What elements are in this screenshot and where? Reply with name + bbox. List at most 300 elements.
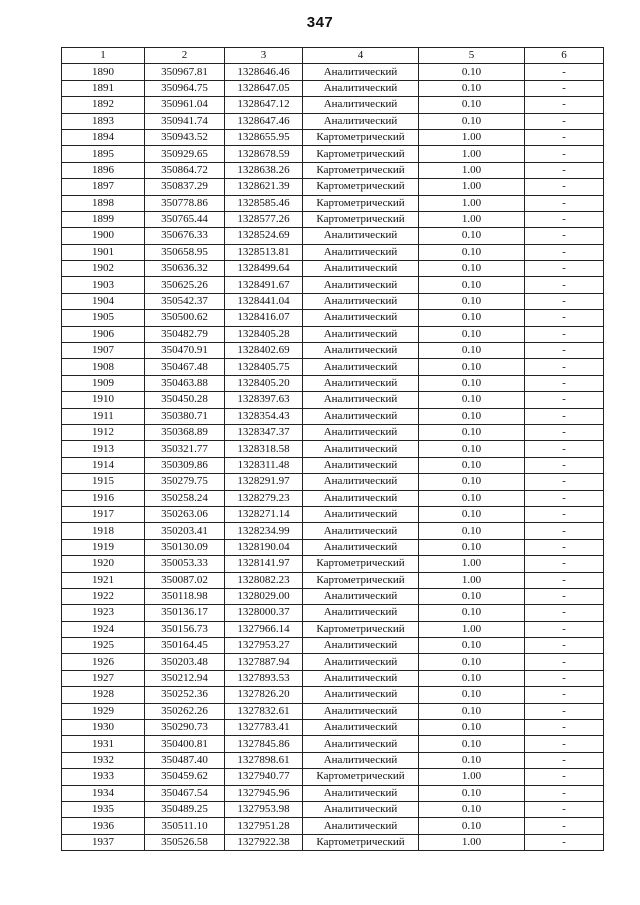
x-coordinate-cell: 350864.72 [145,162,225,178]
method-cell: Аналитический [303,539,419,555]
y-coordinate-cell: 1328000.37 [225,605,303,621]
method-cell: Картометрический [303,179,419,195]
x-coordinate-cell: 350130.09 [145,539,225,555]
x-coordinate-cell: 350263.06 [145,506,225,522]
note-cell: - [525,162,604,178]
table-row [62,572,604,588]
y-coordinate-cell: 1328524.69 [225,228,303,244]
y-coordinate-cell: 1328513.81 [225,244,303,260]
accuracy-cell: 0.10 [419,113,525,129]
note-cell: - [525,441,604,457]
method-cell: Картометрический [303,146,419,162]
note-cell: - [525,720,604,736]
y-coordinate-cell: 1328647.46 [225,113,303,129]
point-number-cell: 1900 [62,228,145,244]
y-coordinate-cell: 1328647.05 [225,80,303,96]
note-cell: - [525,736,604,752]
point-number-cell: 1905 [62,310,145,326]
accuracy-cell: 0.10 [419,736,525,752]
point-number-cell: 1908 [62,359,145,375]
note-cell: - [525,506,604,522]
x-coordinate-cell: 350837.29 [145,179,225,195]
y-coordinate-cell: 1328271.14 [225,506,303,522]
method-cell: Аналитический [303,64,419,80]
point-number-cell: 1904 [62,293,145,309]
note-cell: - [525,834,604,850]
table-row [62,588,604,604]
point-number-cell: 1924 [62,621,145,637]
method-cell: Картометрический [303,834,419,850]
accuracy-cell: 0.10 [419,441,525,457]
accuracy-cell: 0.10 [419,375,525,391]
x-coordinate-cell: 350459.62 [145,769,225,785]
table-row [62,113,604,129]
note-cell: - [525,375,604,391]
table-row [62,261,604,277]
point-number-cell: 1931 [62,736,145,752]
table-row [62,343,604,359]
method-cell: Аналитический [303,441,419,457]
x-coordinate-cell: 350258.24 [145,490,225,506]
note-cell: - [525,801,604,817]
table-row [62,703,604,719]
table-row [62,146,604,162]
x-coordinate-cell: 350625.26 [145,277,225,293]
point-number-cell: 1902 [62,261,145,277]
note-cell: - [525,523,604,539]
method-cell: Картометрический [303,211,419,227]
table-row [62,670,604,686]
table-header-row [62,48,604,64]
point-number-cell: 1899 [62,211,145,227]
note-cell: - [525,457,604,473]
x-coordinate-cell: 350463.88 [145,375,225,391]
table-row [62,310,604,326]
point-number-cell: 1894 [62,129,145,145]
point-number-cell: 1935 [62,801,145,817]
table-row [62,687,604,703]
table-row [62,834,604,850]
y-coordinate-cell: 1327922.38 [225,834,303,850]
method-cell: Картометрический [303,195,419,211]
note-cell: - [525,638,604,654]
table-row [62,720,604,736]
note-cell: - [525,654,604,670]
point-number-cell: 1916 [62,490,145,506]
accuracy-cell: 0.10 [419,97,525,113]
y-coordinate-cell: 1327953.27 [225,638,303,654]
point-number-cell: 1893 [62,113,145,129]
note-cell: - [525,490,604,506]
point-number-cell: 1910 [62,392,145,408]
x-coordinate-cell: 350765.44 [145,211,225,227]
note-cell: - [525,113,604,129]
note-cell: - [525,539,604,555]
y-coordinate-cell: 1328416.07 [225,310,303,326]
note-cell: - [525,752,604,768]
method-cell: Аналитический [303,752,419,768]
y-coordinate-cell: 1328354.43 [225,408,303,424]
x-coordinate-cell: 350309.86 [145,457,225,473]
table-row [62,621,604,637]
accuracy-cell: 0.10 [419,80,525,96]
table-row [62,228,604,244]
accuracy-cell: 0.10 [419,244,525,260]
note-cell: - [525,572,604,588]
column-header-4: 4 [303,48,419,64]
method-cell: Аналитический [303,605,419,621]
point-number-cell: 1928 [62,687,145,703]
method-cell: Аналитический [303,293,419,309]
note-cell: - [525,474,604,490]
x-coordinate-cell: 350929.65 [145,146,225,162]
y-coordinate-cell: 1328405.28 [225,326,303,342]
method-cell: Аналитический [303,670,419,686]
y-coordinate-cell: 1328291.97 [225,474,303,490]
accuracy-cell: 0.10 [419,228,525,244]
note-cell: - [525,424,604,440]
column-header-2: 2 [145,48,225,64]
y-coordinate-cell: 1328577.26 [225,211,303,227]
accuracy-cell: 0.10 [419,638,525,654]
accuracy-cell: 1.00 [419,769,525,785]
y-coordinate-cell: 1328279.23 [225,490,303,506]
x-coordinate-cell: 350279.75 [145,474,225,490]
point-number-cell: 1907 [62,343,145,359]
y-coordinate-cell: 1328029.00 [225,588,303,604]
point-number-cell: 1897 [62,179,145,195]
accuracy-cell: 0.10 [419,408,525,424]
x-coordinate-cell: 350321.77 [145,441,225,457]
note-cell: - [525,293,604,309]
accuracy-cell: 1.00 [419,146,525,162]
point-number-cell: 1911 [62,408,145,424]
method-cell: Аналитический [303,687,419,703]
method-cell: Аналитический [303,310,419,326]
y-coordinate-cell: 1328311.48 [225,457,303,473]
accuracy-cell: 0.10 [419,605,525,621]
point-number-cell: 1898 [62,195,145,211]
note-cell: - [525,785,604,801]
x-coordinate-cell: 350511.10 [145,818,225,834]
x-coordinate-cell: 350470.91 [145,343,225,359]
method-cell: Аналитический [303,97,419,113]
point-number-cell: 1929 [62,703,145,719]
table-row [62,605,604,621]
table-row [62,556,604,572]
method-cell: Аналитический [303,703,419,719]
point-number-cell: 1896 [62,162,145,178]
note-cell: - [525,326,604,342]
point-number-cell: 1933 [62,769,145,785]
y-coordinate-cell: 1328678.59 [225,146,303,162]
point-number-cell: 1927 [62,670,145,686]
point-number-cell: 1915 [62,474,145,490]
method-cell: Аналитический [303,736,419,752]
y-coordinate-cell: 1327826.20 [225,687,303,703]
y-coordinate-cell: 1327951.28 [225,818,303,834]
accuracy-cell: 0.10 [419,359,525,375]
table-row [62,424,604,440]
y-coordinate-cell: 1327845.86 [225,736,303,752]
accuracy-cell: 0.10 [419,785,525,801]
method-cell: Аналитический [303,424,419,440]
method-cell: Аналитический [303,457,419,473]
point-number-cell: 1909 [62,375,145,391]
accuracy-cell: 0.10 [419,703,525,719]
x-coordinate-cell: 350380.71 [145,408,225,424]
y-coordinate-cell: 1327893.53 [225,670,303,686]
accuracy-cell: 1.00 [419,621,525,637]
note-cell: - [525,769,604,785]
y-coordinate-cell: 1328585.46 [225,195,303,211]
accuracy-cell: 1.00 [419,162,525,178]
note-cell: - [525,97,604,113]
accuracy-cell: 0.10 [419,277,525,293]
accuracy-cell: 0.10 [419,64,525,80]
note-cell: - [525,244,604,260]
table-row [62,818,604,834]
table-row [62,523,604,539]
accuracy-cell: 0.10 [419,818,525,834]
table-row [62,752,604,768]
note-cell: - [525,129,604,145]
accuracy-cell: 0.10 [419,326,525,342]
point-number-cell: 1912 [62,424,145,440]
method-cell: Картометрический [303,556,419,572]
y-coordinate-cell: 1328621.39 [225,179,303,195]
note-cell: - [525,818,604,834]
x-coordinate-cell: 350526.58 [145,834,225,850]
accuracy-cell: 0.10 [419,474,525,490]
y-coordinate-cell: 1327783.41 [225,720,303,736]
note-cell: - [525,605,604,621]
table-row [62,638,604,654]
note-cell: - [525,359,604,375]
method-cell: Аналитический [303,80,419,96]
accuracy-cell: 0.10 [419,720,525,736]
y-coordinate-cell: 1327966.14 [225,621,303,637]
accuracy-cell: 1.00 [419,556,525,572]
x-coordinate-cell: 350262.26 [145,703,225,719]
point-number-cell: 1925 [62,638,145,654]
accuracy-cell: 0.10 [419,752,525,768]
x-coordinate-cell: 350964.75 [145,80,225,96]
y-coordinate-cell: 1327832.61 [225,703,303,719]
accuracy-cell: 0.10 [419,539,525,555]
note-cell: - [525,228,604,244]
column-header-6: 6 [525,48,604,64]
x-coordinate-cell: 350053.33 [145,556,225,572]
accuracy-cell: 0.10 [419,490,525,506]
y-coordinate-cell: 1328318.58 [225,441,303,457]
accuracy-cell: 0.10 [419,506,525,522]
x-coordinate-cell: 350961.04 [145,97,225,113]
method-cell: Картометрический [303,162,419,178]
y-coordinate-cell: 1328082.23 [225,572,303,588]
note-cell: - [525,310,604,326]
method-cell: Аналитический [303,638,419,654]
y-coordinate-cell: 1328405.75 [225,359,303,375]
table-row [62,162,604,178]
point-number-cell: 1918 [62,523,145,539]
method-cell: Картометрический [303,769,419,785]
table-row [62,457,604,473]
x-coordinate-cell: 350467.54 [145,785,225,801]
accuracy-cell: 0.10 [419,670,525,686]
note-cell: - [525,277,604,293]
method-cell: Аналитический [303,261,419,277]
y-coordinate-cell: 1328234.99 [225,523,303,539]
point-number-cell: 1892 [62,97,145,113]
x-coordinate-cell: 350368.89 [145,424,225,440]
x-coordinate-cell: 350489.25 [145,801,225,817]
x-coordinate-cell: 350636.32 [145,261,225,277]
y-coordinate-cell: 1327887.94 [225,654,303,670]
y-coordinate-cell: 1328655.95 [225,129,303,145]
method-cell: Аналитический [303,359,419,375]
method-cell: Аналитический [303,474,419,490]
y-coordinate-cell: 1328141.97 [225,556,303,572]
table-row [62,359,604,375]
x-coordinate-cell: 350482.79 [145,326,225,342]
table-row [62,195,604,211]
method-cell: Аналитический [303,654,419,670]
column-header-5: 5 [419,48,525,64]
method-cell: Аналитический [303,720,419,736]
accuracy-cell: 0.10 [419,523,525,539]
point-number-cell: 1932 [62,752,145,768]
accuracy-cell: 1.00 [419,179,525,195]
y-coordinate-cell: 1327898.61 [225,752,303,768]
table-body [62,64,604,851]
note-cell: - [525,392,604,408]
accuracy-cell: 1.00 [419,572,525,588]
method-cell: Картометрический [303,572,419,588]
y-coordinate-cell: 1328441.04 [225,293,303,309]
x-coordinate-cell: 350467.48 [145,359,225,375]
note-cell: - [525,588,604,604]
method-cell: Аналитический [303,785,419,801]
table-row [62,539,604,555]
point-number-cell: 1891 [62,80,145,96]
note-cell: - [525,408,604,424]
y-coordinate-cell: 1327953.98 [225,801,303,817]
point-number-cell: 1917 [62,506,145,522]
note-cell: - [525,670,604,686]
accuracy-cell: 0.10 [419,392,525,408]
x-coordinate-cell: 350156.73 [145,621,225,637]
accuracy-cell: 0.10 [419,801,525,817]
point-number-cell: 1903 [62,277,145,293]
y-coordinate-cell: 1328647.12 [225,97,303,113]
method-cell: Аналитический [303,375,419,391]
method-cell: Аналитический [303,490,419,506]
x-coordinate-cell: 350542.37 [145,293,225,309]
table-row [62,244,604,260]
y-coordinate-cell: 1328646.46 [225,64,303,80]
x-coordinate-cell: 350252.36 [145,687,225,703]
table-row [62,277,604,293]
y-coordinate-cell: 1328397.63 [225,392,303,408]
x-coordinate-cell: 350450.28 [145,392,225,408]
y-coordinate-cell: 1328190.04 [225,539,303,555]
table-row [62,375,604,391]
y-coordinate-cell: 1328499.64 [225,261,303,277]
method-cell: Аналитический [303,343,419,359]
x-coordinate-cell: 350487.40 [145,752,225,768]
y-coordinate-cell: 1328638.26 [225,162,303,178]
point-number-cell: 1926 [62,654,145,670]
y-coordinate-cell: 1328405.20 [225,375,303,391]
note-cell: - [525,703,604,719]
accuracy-cell: 0.10 [419,310,525,326]
accuracy-cell: 0.10 [419,343,525,359]
method-cell: Аналитический [303,818,419,834]
method-cell: Картометрический [303,129,419,145]
x-coordinate-cell: 350400.81 [145,736,225,752]
note-cell: - [525,261,604,277]
point-number-cell: 1930 [62,720,145,736]
accuracy-cell: 0.10 [419,588,525,604]
x-coordinate-cell: 350943.52 [145,129,225,145]
note-cell: - [525,80,604,96]
table-row [62,408,604,424]
method-cell: Аналитический [303,408,419,424]
method-cell: Аналитический [303,228,419,244]
x-coordinate-cell: 350203.41 [145,523,225,539]
point-number-cell: 1919 [62,539,145,555]
x-coordinate-cell: 350658.95 [145,244,225,260]
table-row [62,64,604,80]
x-coordinate-cell: 350500.62 [145,310,225,326]
method-cell: Аналитический [303,506,419,522]
point-number-cell: 1934 [62,785,145,801]
accuracy-cell: 0.10 [419,457,525,473]
note-cell: - [525,64,604,80]
table-row [62,97,604,113]
table-row [62,326,604,342]
note-cell: - [525,621,604,637]
coordinates-table [61,47,604,851]
table-row [62,474,604,490]
note-cell: - [525,146,604,162]
point-number-cell: 1914 [62,457,145,473]
point-number-cell: 1922 [62,588,145,604]
accuracy-cell: 0.10 [419,424,525,440]
accuracy-cell: 1.00 [419,834,525,850]
accuracy-cell: 0.10 [419,293,525,309]
table-row [62,785,604,801]
accuracy-cell: 1.00 [419,211,525,227]
point-number-cell: 1923 [62,605,145,621]
table-row [62,506,604,522]
page-number: 347 [306,14,334,31]
point-number-cell: 1895 [62,146,145,162]
table-row [62,736,604,752]
column-header-3: 3 [225,48,303,64]
table-row [62,490,604,506]
accuracy-cell: 0.10 [419,261,525,277]
point-number-cell: 1890 [62,64,145,80]
accuracy-cell: 0.10 [419,654,525,670]
accuracy-cell: 1.00 [419,195,525,211]
point-number-cell: 1936 [62,818,145,834]
method-cell: Аналитический [303,113,419,129]
table-row [62,392,604,408]
y-coordinate-cell: 1328347.37 [225,424,303,440]
point-number-cell: 1913 [62,441,145,457]
